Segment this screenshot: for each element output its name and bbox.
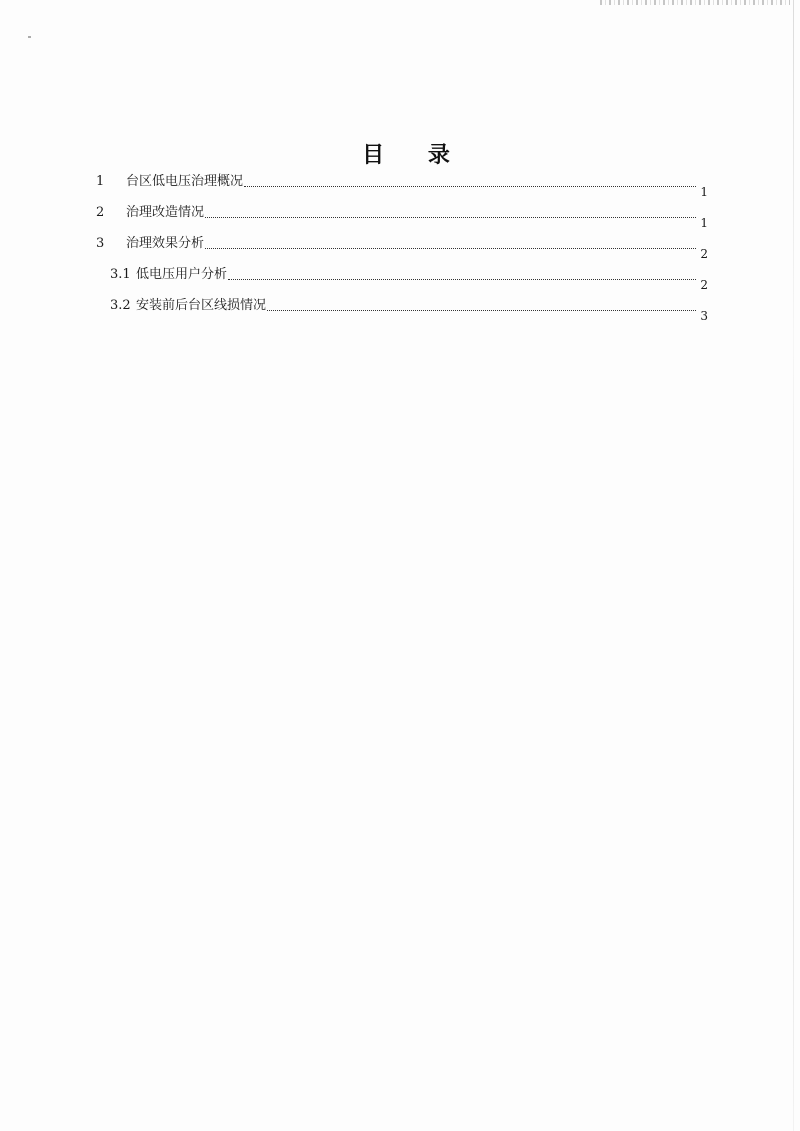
toc-leader-dots [205,216,696,218]
toc-entry[interactable] [96,173,708,204]
table-of-contents [96,173,708,328]
toc-subentry[interactable] [96,266,708,297]
toc-entry-label: 安装前后台区线损情况 [136,298,267,313]
toc-entry-number: 3.2 [110,298,131,313]
toc-entry-page: 3 [700,309,708,323]
toc-entry-label: 低电压用户分析 [136,267,228,282]
toc-entry[interactable] [96,204,708,235]
toc-entry-label: 治理效果分析 [126,236,205,251]
toc-leader-dots [205,247,696,249]
toc-entry-number: 3.1 [110,267,131,282]
scan-artifact [600,0,790,5]
toc-entry-number: 3 [96,236,105,251]
toc-entry-page: 1 [700,216,708,230]
toc-leader-dots [228,278,696,280]
toc-entry-page: 2 [700,247,708,261]
toc-title: 目 录 [362,142,468,168]
toc-entry[interactable] [96,235,708,266]
page-edge [793,0,794,1131]
toc-entry-page: 2 [700,278,708,292]
toc-leader-dots [267,309,696,311]
scan-speck [28,36,31,38]
toc-subentry[interactable] [96,297,708,328]
toc-entry-page: 1 [700,185,708,199]
toc-entry-number: 1 [96,174,105,189]
toc-entry-label: 台区低电压治理概况 [126,174,244,189]
toc-entry-label: 治理改造情况 [126,205,205,220]
toc-entry-number: 2 [96,205,105,220]
toc-leader-dots [244,185,696,187]
